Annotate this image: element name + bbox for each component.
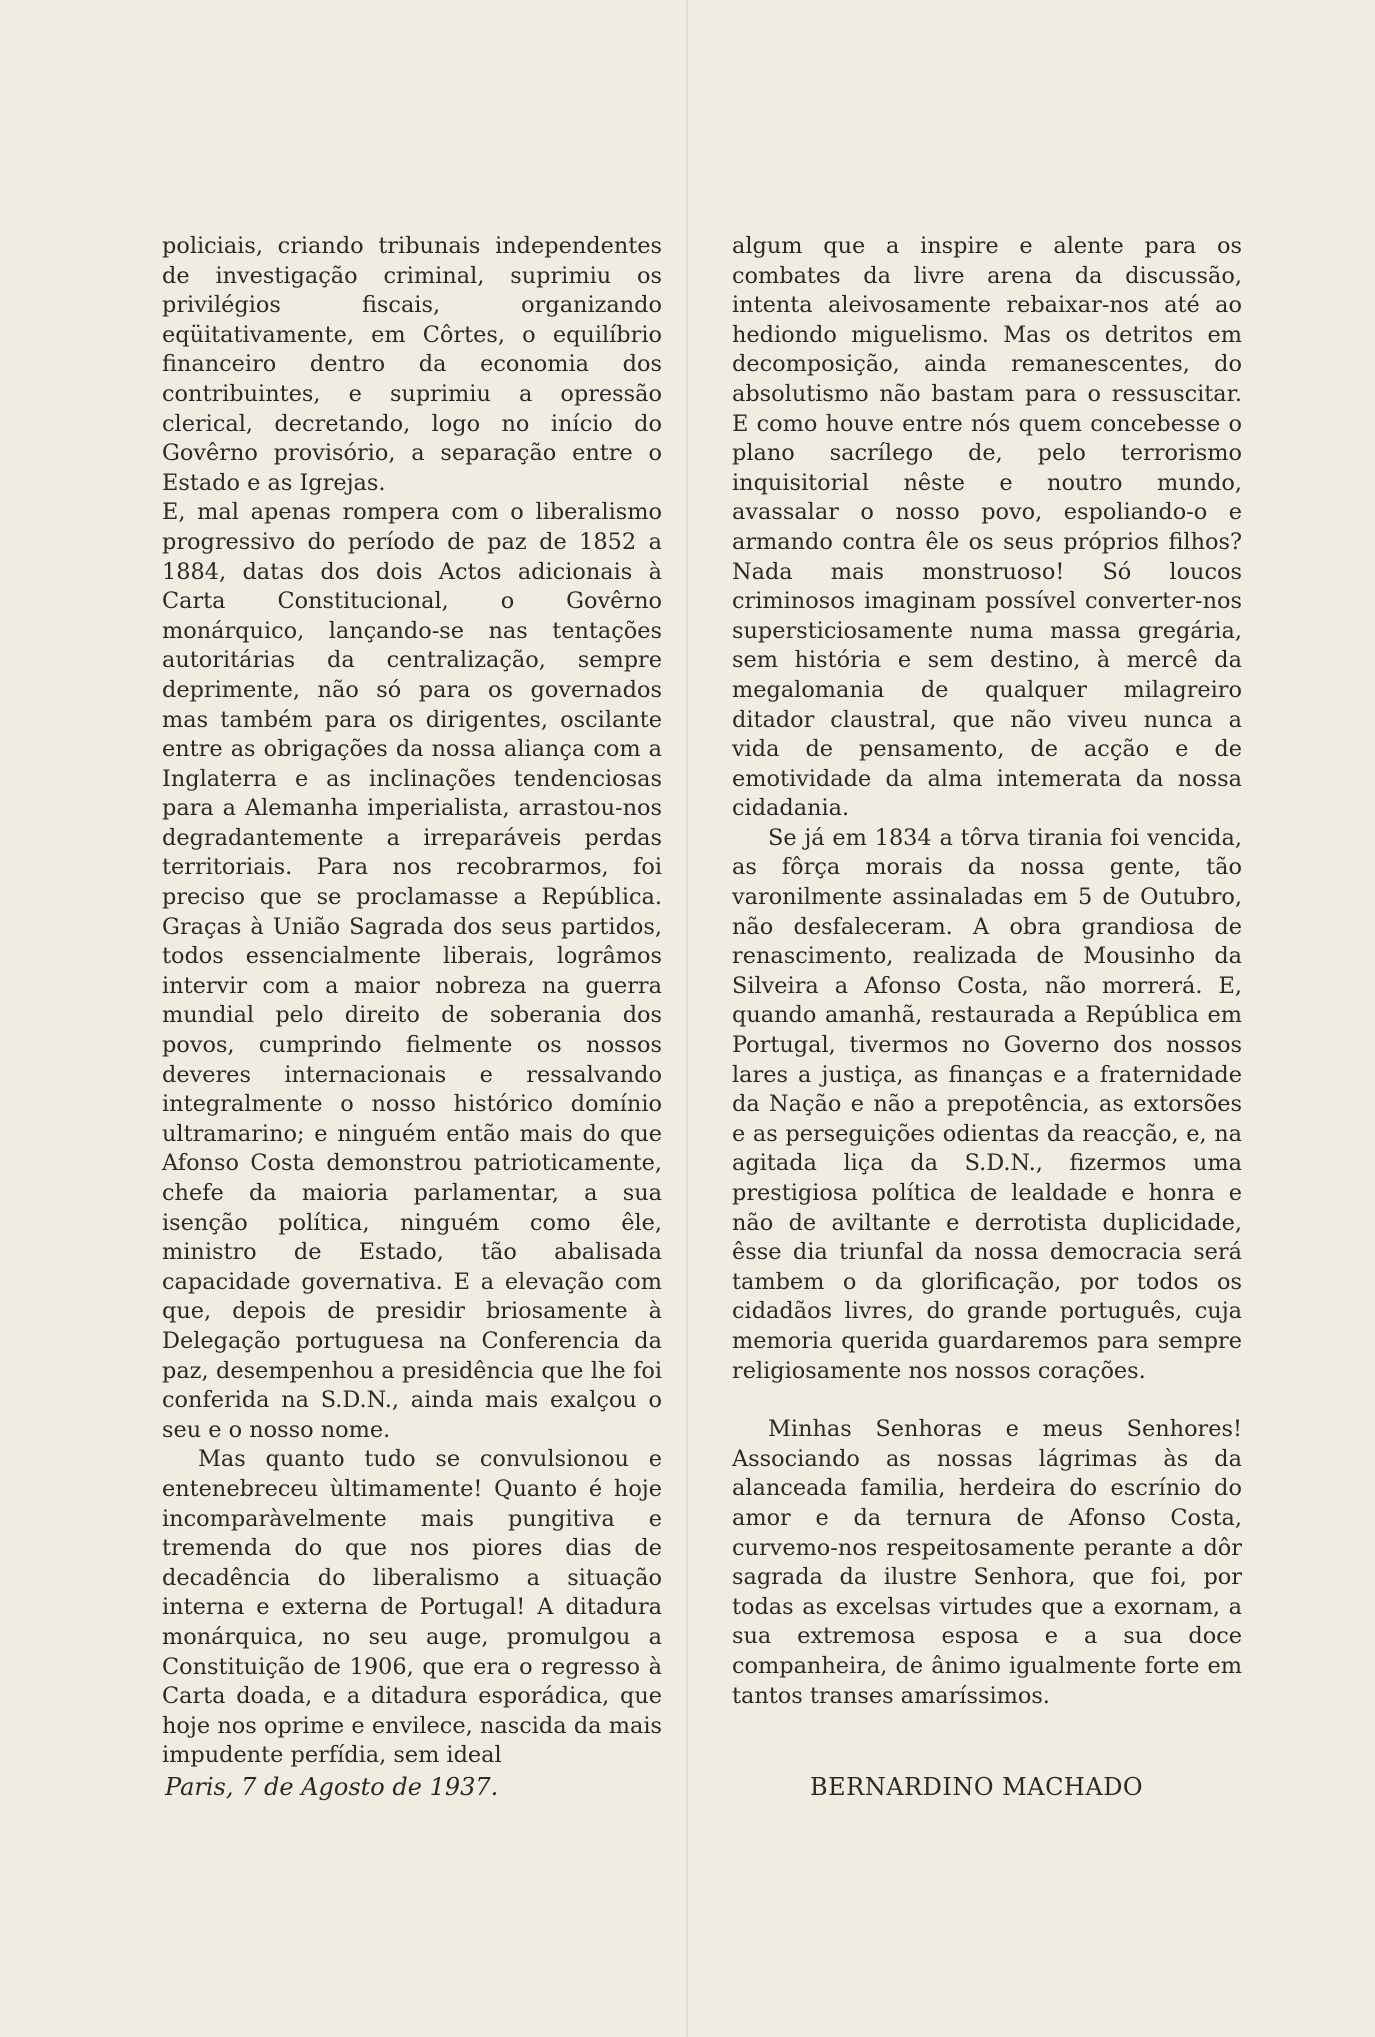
left-text-column — [162, 232, 662, 1771]
right-paragraph-3: Minhas Senhoras e meus Senhores! Associando as nossas lágrimas às da alanceada familia, herdeira do escrínio do amor e da ternura de Afonso Costa, curvemo-nos respeitosamente perante a dôr sagrada da ilustre Senhora, que foi, por todas as excelsas virtudes que a exornam, a sua extremosa esposa e a sua doce companheira, de ânimo igualmente forte em tantos transes amaríssimos. — [732, 1416, 1242, 1709]
left-paragraph-1: policiais, criando tribunais independentes de investigação criminal, suprimiu os privilégios fiscais, organizando eqüitativamente, em Côrtes, o equilíbrio financeiro dentro da economia dos contribuintes, e suprimiu a opressão clerical, decretando, logo no início do Govêrno provisório, a separação entre o Estado e as Igrejas. — [162, 233, 662, 496]
place-and-date: Paris, 7 de Agosto de 1937. — [165, 1773, 499, 1801]
author-signature: BERNARDINO MACHADO — [810, 1773, 1144, 1801]
left-paragraph-2: E, mal apenas rompera com o liberalismo progressivo do período de paz de 1852 a 1884, datas dos dois Actos adicionais à Carta Constitucional, o Govêrno monárquico, lançando-se nas tentações autoritárias da centralização, sempre deprimente, não só para os governados mas também para os dirigentes, oscilante entre as obrigações da nossa aliança com a Inglaterra e as inclinações tendenciosas para a Alemanha imperialista, arrastou-nos degradantemente a irreparáveis perdas territoriais. Para nos recobrarmos, foi preciso que se proclamasse a República. Graças à União Sagrada dos seus partidos, todos essencialmente liberais, logrâmos intervir com a maior nobreza na guerra mundial pelo direito de soberania dos povos, cumprindo fielmente os nossos deveres internacionais e ressalvando integralmente o nosso histórico domínio ultramarino; e ninguém então mais do que Afonso Costa demonstrou patrioticamente, chefe da maioria parlamentar, a sua isenção política, ninguém como êle, ministro de Estado, tão abalisada capacidade governativa. E a elevação com que, depois de presidir briosamente à Delegação portuguesa na Conferencia da paz, desempenhou a presidência que lhe foi conferida na S.D.N., ainda mais exalçou o seu e o nosso nome. — [162, 499, 662, 1443]
right-paragraph-1: algum que a inspire e alente para os combates da livre arena da discussão, intenta aleivosamente rebaixar-nos até ao hediondo miguelismo. Mas os detritos em decomposição, ainda remanescentes, do absolutismo não bastam para o ressuscitar. E como houve entre nós quem concebesse o plano sacrílego de, pelo terrorismo inquisitorial nêste e noutro mundo, avassalar o nosso povo, espoliando-o e armando contra êle os seus próprios filhos? Nada mais monstruoso! Só loucos criminosos imaginam possível converter-nos supersticiosamente numa massa gregária, sem história e sem destino, à mercê da megalomania de qualquer milagreiro ditador claustral, que não viveu nunca a vida de pensamento, de acção e de emotividade da alma intemerata da nossa cidadania. — [732, 233, 1242, 822]
right-text-column — [732, 232, 1242, 1711]
right-paragraph-2: Se já em 1834 a tôrva tirania foi vencida, as fôrça morais da nossa gente, tão varonilmente assinaladas em 5 de Outubro, não desfaleceram. A obra grandiosa de renascimento, realizada de Mousinho da Silveira a Afonso Costa, não morrerá. E, quando amanhã, restaurada a República em Portugal, tivermos no Governo dos nossos lares a justiça, as finanças e a fraternidade da Nação e não a prepotência, as extorsões e as perseguições odientas da reacção, e, na agitada liça da S.D.N., fizermos uma prestigiosa política de lealdade e honra e não de aviltante e derrotista duplicidade, êsse dia triunfal da nossa democracia será tambem o da glorificação, por todos os cidadãos livres, do grande português, cuja memoria querida guardaremos para sempre religiosamente nos nossos corações. — [732, 824, 1242, 1384]
page-fold-line — [686, 0, 688, 2037]
left-paragraph-3: Mas quanto tudo se convulsionou e entenebreceu ùltimamente! Quanto é hoje incomparàvelmente mais pungitiva e tremenda do que nos piores dias de decadência do liberalismo a situação interna e externa de Portugal! A ditadura monárquica, no seu auge, promulgou a Constituição de 1906, que era o regresso à Carta doada, e a ditadura esporádica, que hoje nos oprime e envilece, nascida da mais impudente perfídia, sem ideal — [162, 1446, 662, 1769]
